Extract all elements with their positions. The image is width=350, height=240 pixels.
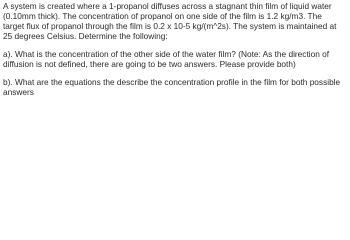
question-part-a: a). What is the concentration of the other side of the water film? (Note: As the direction of diffusion is not defined, there are going to be two answers. Please provide both) xyxy=(3,49,330,69)
problem-intro: A system is created where a 1-propanol diffuses across a stagnant thin film of liquid water (0.10mm thick). The concentration of propanol on one side of the film is 1.2 kg/m3. The target flux of propanol through the film is 0.2 x 10-5 kg/(m^2s). The system is maintained at 25 degrees Celsius. Determine the following: xyxy=(3,1,337,41)
problem-statement xyxy=(0,0,344,108)
question-part-b: b). What are the equations the describe the concentration profile in the film for both possible answers xyxy=(3,77,341,97)
